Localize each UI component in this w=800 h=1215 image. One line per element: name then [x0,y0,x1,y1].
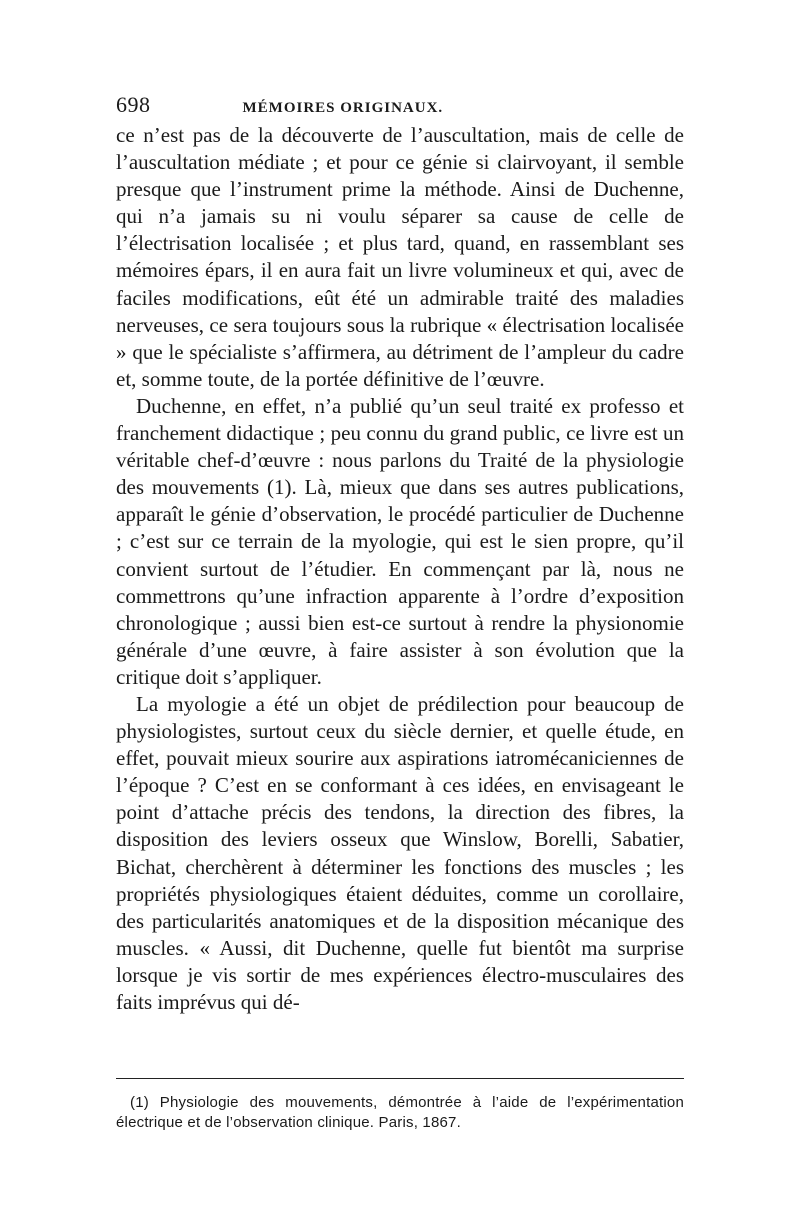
footnote [116,1093,684,1133]
page-header [116,92,696,118]
footnote-text: (1) Physiologie des mouvements, démontrée à l’aide de l’expérimentation électrique et de l’observation clinique. Paris, 1867. [116,1094,684,1131]
running-title: MÉMOIRES ORIGINAUX. [242,100,444,116]
footnote-rule [116,1078,684,1079]
body-text [116,122,684,1016]
paragraph: ce n’est pas de la découverte de l’auscultation, mais de celle de l’auscultation médiate ; et pour ce génie si clairvoyant, il semble presque que l’instrument prime la méthode. Ainsi de Duchenne, qui n’a jamais su ni voulu séparer sa cause de celle de l’électrisation localisée ; et plus tard, quand, en rassemblant ses mémoires épars, il en aura fait un livre volumineux et qui, avec de faciles modifications, eût été un admirable traité des maladies nerveuses, ce sera toujours sous la rubrique « électrisation localisée » que le spécialiste s’affirmera, au détriment de l’ampleur du cadre et, somme toute, de la portée définitive de l’œuvre. [116,123,684,391]
paragraph: La myologie a été un objet de prédilection pour beaucoup de physiologistes, surtout ceux du siècle dernier, et quelle étude, en effet, pouvait mieux sourire aux aspirations iatromécaniciennes de l’époque ? C’est en se conformant à ces idées, en envisageant le point d’attache précis des tendons, la direction des fibres, la disposition des leviers osseux que Winslow, Borelli, Sabatier, Bichat, cherchèrent à déterminer les fonctions des muscles ; les propriétés physiologiques étaient déduites, comme un corollaire, des particularités anatomiques et de la disposition mécanique des muscles. « Aussi, dit Duchenne, quelle fut bientôt ma surprise lorsque je vis sortir de mes expériences électro-musculaires des faits imprévus qui dé- [116,691,684,1014]
paragraph: Duchenne, en effet, n’a publié qu’un seul traité ex professo et franchement didactique ; peu connu du grand public, ce livre est un véritable chef-d’œuvre : nous parlons du Traité de la physiologie des mouvements (1). Là, mieux que dans ses autres publications, apparaît le génie d’observation, le procédé particulier de Duchenne ; c’est sur ce terrain de la myologie, qui est le sien propre, qu’il convient surtout de l’étudier. En commençant par là, nous ne commettrons qu’une infraction apparente à l’ordre d’exposition chronologique ; aussi bien est-ce surtout à rendre la physionomie générale d’une œuvre, à faire assister à son évolution que la critique doit s’appliquer. [116,393,684,689]
page-number: 698 [116,92,151,117]
